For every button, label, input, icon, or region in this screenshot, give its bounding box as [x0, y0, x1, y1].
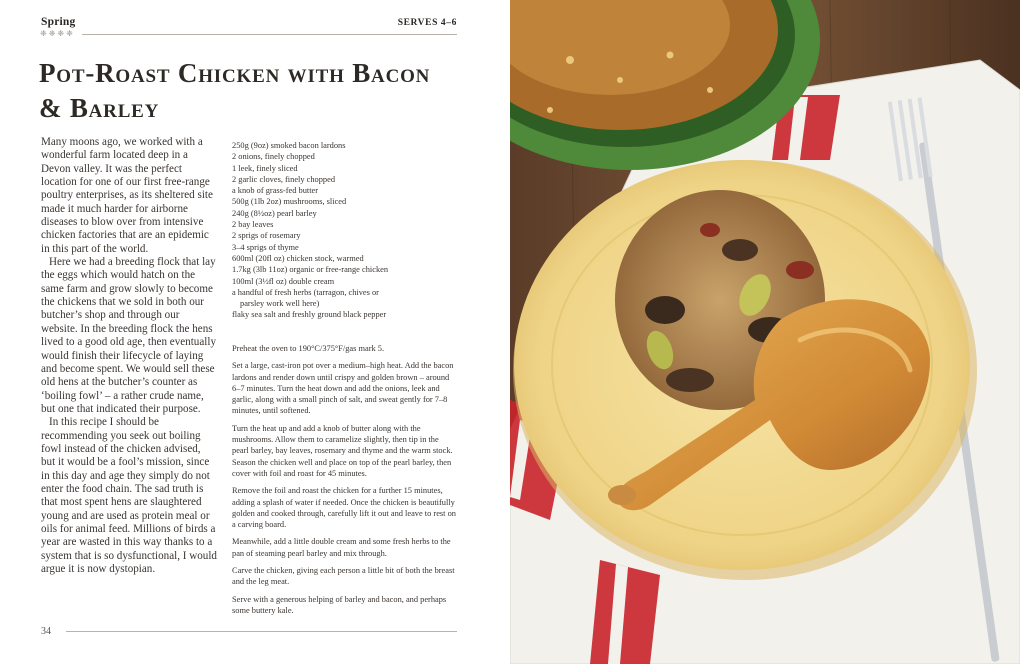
page-number: 34: [41, 626, 51, 637]
intro-text: [41, 136, 217, 576]
season-label: Spring: [41, 16, 76, 28]
intro-paragraph: Many moons ago, we worked with a wonderful farm located deep in a Devon valley. It was the perfect location for one of our first free-range poultry enterprises, as its sheltered site made it much harder for airborne diseases to blow over from intensive chicken factories that are an epidemic in this part of the world.: [41, 136, 213, 255]
ingredient-item: parsley work well here): [240, 299, 320, 309]
ingredient-item: 600ml (20fl oz) chicken stock, warmed: [232, 253, 364, 263]
header-divider: [82, 34, 457, 35]
method-step: Preheat the oven to 190°C/375°F/gas mark 5.: [232, 344, 385, 353]
dish-photo: [510, 0, 1020, 664]
ingredient-item: 2 bay leaves: [232, 220, 274, 230]
method-step: Serve with a generous helping of barley and bacon, and perhaps some buttery kale.: [232, 594, 447, 615]
method-step: Carve the chicken, giving each person a little bit of both the breast and the leg meat.: [232, 566, 455, 587]
ingredient-item: 2 sprigs of rosemary: [232, 231, 301, 241]
method-steps: [232, 343, 457, 622]
ingredient-item: 2 onions, finely chopped: [232, 152, 315, 162]
ingredient-item: 250g (9oz) smoked bacon lardons: [232, 141, 346, 150]
intro-paragraph: Here we had a breeding flock that lay the eggs which would hatch on the same farm and grow slowly to become the chickens that we sold in both our butcher’s shop and through our website. In the breeding flock the hens lived to a good old age, then eventually would finish their lifecycle of laying and become spent. We would sell these old hens at the butcher’s counter as ‘boiling fowl’ – a rather crude name, but one that indicated their purpose.: [41, 256, 216, 415]
season-icons: ❈❈❈❈: [40, 29, 75, 38]
ingredient-item: 1.7kg (3lb 11oz) organic or free-range chicken: [232, 265, 389, 275]
method-step: Remove the foil and roast the chicken for a further 15 minutes, adding a splash of water if needed. Once the chicken is beautifully golden and cooked through, carefully lift it out and leave to rest on a carving board.: [232, 486, 456, 530]
ingredient-item: 2 garlic cloves, finely chopped: [232, 174, 336, 184]
ingredient-item: a handful of fresh herbs (tarragon, chives or: [232, 287, 379, 297]
ingredient-item: 500g (1lb 2oz) mushrooms, sliced: [232, 197, 347, 207]
footer-divider: [66, 631, 457, 632]
ingredient-item: 3–4 sprigs of thyme: [232, 242, 299, 252]
intro-paragraph: In this recipe I should be recommending you seek out boiling fowl instead of the chicken advised, but it would be a fool’s mission, since in this day and age they simply do not enter the food chain. The sad truth is that most spent hens are slaughtered young and are used as protein meal or oils for animal feed. Millions of birds a year are wasted in this way thanks to a system that is so dysfunctional, I would argue it is now dystopian.: [41, 416, 217, 575]
serves-label: SERVES 4–6: [397, 18, 457, 28]
ingredient-item: 100ml (3½fl oz) double cream: [232, 276, 335, 286]
ingredients-list: [232, 140, 457, 321]
recipe-title: Pot-Roast Chicken with Bacon & Barley: [39, 58, 431, 123]
ingredient-item: a knob of grass-fed butter: [232, 186, 319, 196]
method-step: Turn the heat up and add a knob of butter along with the mushrooms. Allow them to caramelize slightly, then tip in the pearl barley, bay leaves, rosemary and thyme and the warm stock. Season the chicken well and place on top of the pearl barley, then cover with foil and roast for 45 minutes.: [232, 423, 453, 478]
dish-photo-illustration: [510, 0, 1020, 664]
method-step: Meanwhile, add a little double cream and some fresh herbs to the pan of steaming pearl barley and mix through.: [232, 537, 451, 558]
ingredient-item: 1 leek, finely sliced: [232, 163, 298, 173]
method-step: Set a large, cast-iron pot over a medium–high heat. Add the bacon lardons and render down until crispy and golden brown – around 6–7 minutes. Turn the heat down and add the onions, leek and garlic, along with a small pinch of salt, and sweat gently for 7–8 minutes, until softened.: [232, 361, 454, 416]
ingredient-item: flaky sea salt and freshly ground black pepper: [232, 310, 387, 320]
ingredient-item: 240g (8½oz) pearl barley: [232, 208, 317, 218]
